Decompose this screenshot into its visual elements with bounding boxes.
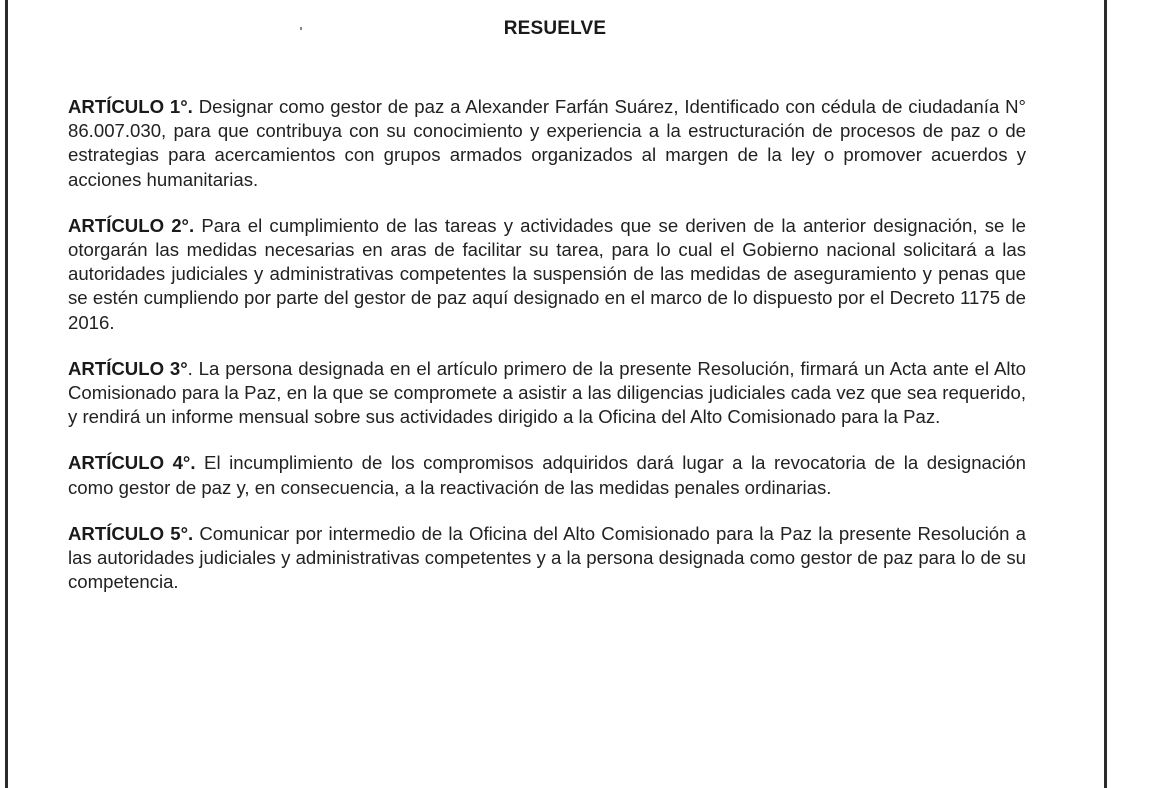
- article-3: [68, 357, 1026, 430]
- article-text: Comunicar por intermedio de la Oficina del Alto Comisionado para la Paz la presente Resolución a las autoridades judiciales y administrativas competentes y a la persona designada como gestor de paz para lo de su competencia.: [68, 522, 1026, 593]
- section-heading: RESUELVE: [503, 18, 607, 39]
- article-text: Para el cumplimiento de las tareas y actividades que se deriven de la anterior designación, se le otorgarán las medidas necesarias en aras de facilitar su tarea, para lo cual el Gobierno nacional solicitará a las autoridades judiciales y administrativas competentes la suspensión de las medidas de aseguramiento y penas que se estén cumpliendo por parte del gestor de paz aquí designado en el marco de lo dispuesto por el Decreto 1175 de 2016.: [68, 214, 1026, 333]
- article-4: [68, 451, 1026, 499]
- article-5: [68, 522, 1026, 595]
- article-label: ARTÍCULO 3°: [68, 357, 188, 379]
- article-2: [68, 214, 1026, 335]
- articles-list: [68, 95, 1026, 616]
- article-1: [68, 95, 1026, 192]
- article-label: ARTÍCULO 5°.: [68, 522, 194, 544]
- article-text: . La persona designada en el artículo primero de la presente Resolución, firmará un Acta ante el Alto Comisionado para la Paz, en la que se compromete a asistir a las diligencias judiciales cada vez que sea requerido, y rendirá un informe mensual sobre sus actividades dirigido a la Oficina del Alto Comisionado para la Paz.: [68, 357, 1026, 428]
- article-label: ARTÍCULO 2°.: [68, 214, 195, 236]
- article-text: El incumplimiento de los compromisos adquiridos dará lugar a la revocatoria de la designación como gestor de paz y, en consecuencia, a la reactivación de las medidas penales ordinarias.: [68, 452, 1026, 498]
- article-label: ARTÍCULO 4°.: [68, 452, 196, 474]
- article-label: ARTÍCULO 1°.: [68, 96, 193, 117]
- article-text: Designar como gestor de paz a Alexander Farfán Suárez, Identificado con cédula de ciudadanía N° 86.007.030, para que contribuya con su conocimiento y experiencia a la estructuración de procesos de paz o de estrategias para acercamientos con grupos armados organizados al margen de la ley o promover acuerdos y acciones humanitarias.: [68, 96, 1026, 190]
